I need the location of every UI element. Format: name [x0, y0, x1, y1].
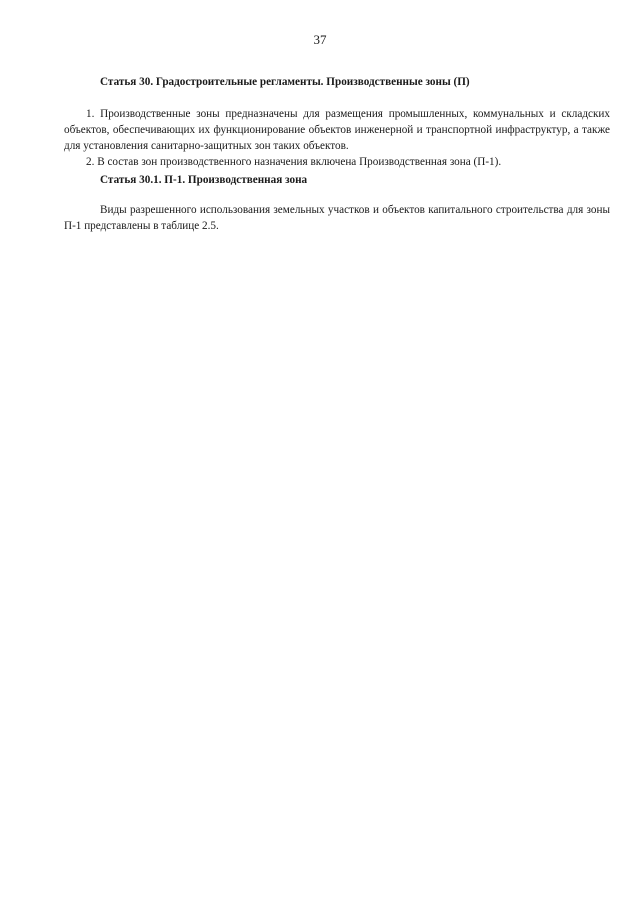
page-number: 37 — [313, 32, 327, 47]
article-30-paragraph-2: 2. В состав зон производственного назначения включена Производственная зона (П-1). — [86, 156, 502, 168]
article-30-1-paragraph-1: Виды разрешенного использования земельных участков и объектов капитального строительства для зоны П-1 представлены в таблице 2.5. — [64, 204, 610, 232]
article-30-heading: Статья 30. Градостроительные регламенты. Производственные зоны (П) — [100, 76, 470, 88]
article-30-1-heading: Статья 30.1. П-1. Производственная зона — [100, 174, 308, 186]
article-30-paragraph-1: 1. Производственные зоны предназначены для размещения промышленных, коммунальных и складских объектов, обеспечивающих их функционирование объектов инженерной и транспортной инфраструктур, а также для установления санитарно-защитных зон таких объектов. — [64, 108, 610, 152]
page-content — [64, 74, 610, 234]
